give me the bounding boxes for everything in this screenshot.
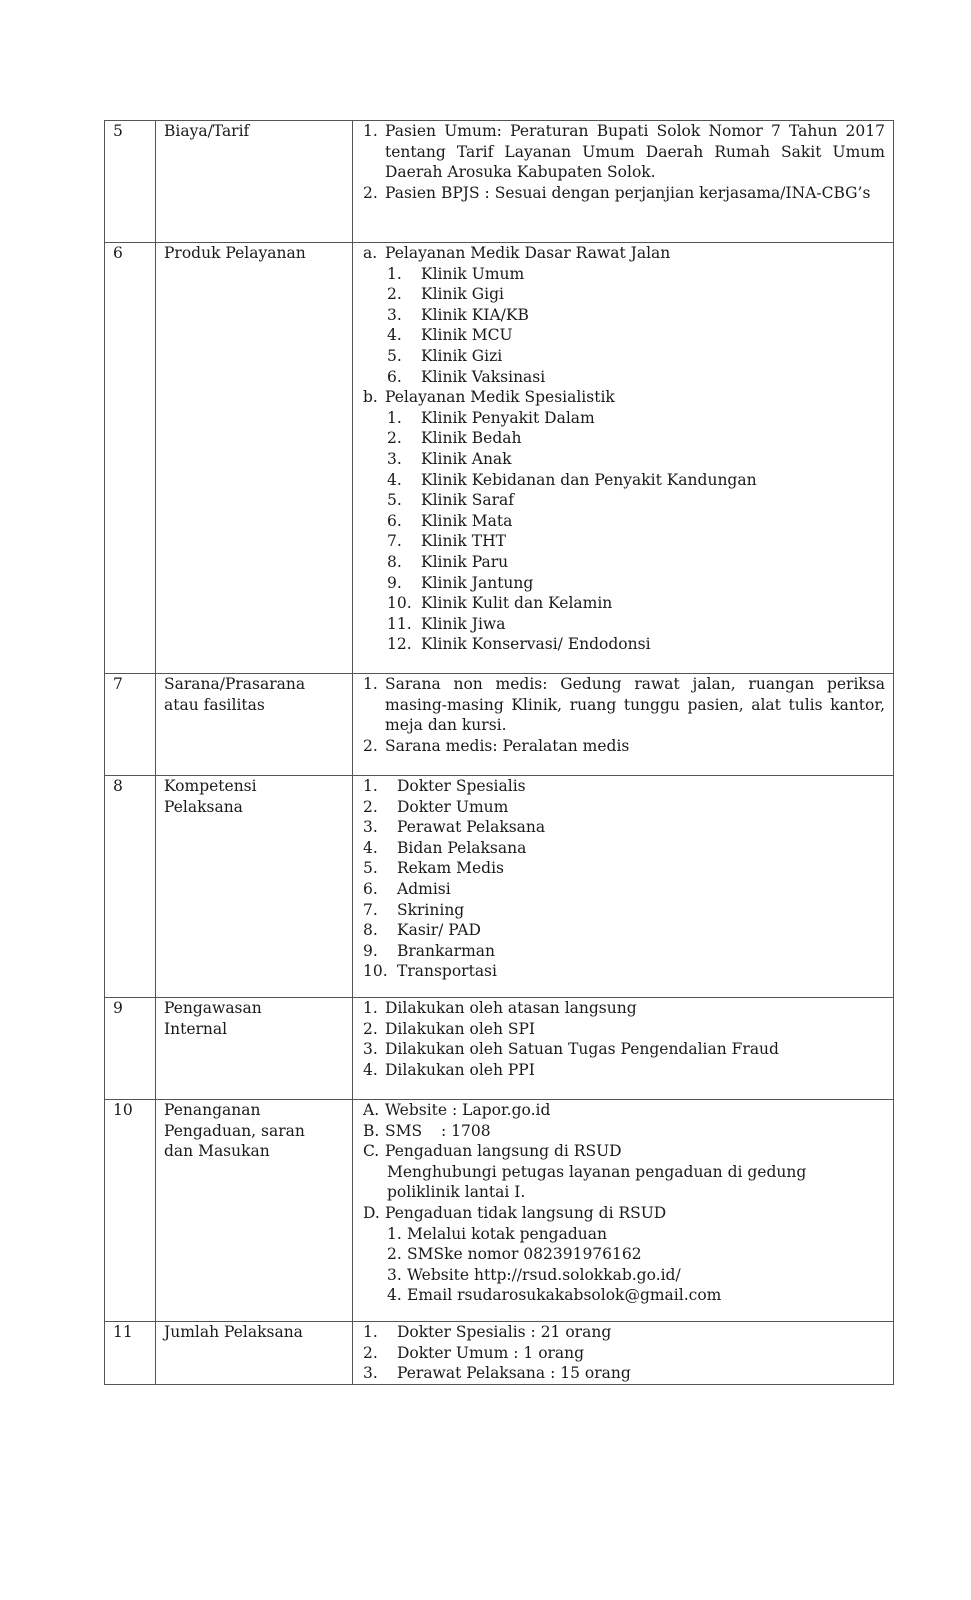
list-item: 4. Email rsudarosukakabsolok@gmail.com <box>387 1286 722 1305</box>
row-label: Produk Pelayanan <box>156 243 353 674</box>
list-item: 9. Klinik Jantung <box>387 573 534 592</box>
group-heading: a. Pelayanan Medik Dasar Rawat Jalan <box>363 244 671 262</box>
list-item: 2. Dokter Umum <box>363 797 509 816</box>
complaint-website: A. Website : Lapor.go.id <box>363 1101 551 1119</box>
table-row <box>105 998 894 1100</box>
list-item: 12. Klinik Konservasi/ Endodonsi <box>387 635 651 654</box>
list-item: 1. Dokter Spesialis : 21 orang <box>363 1323 612 1341</box>
list-item: 2. Dokter Umum : 1 orang <box>363 1343 585 1362</box>
table-row <box>105 776 894 998</box>
row-label: Jumlah Pelaksana <box>156 1322 353 1385</box>
row-content <box>353 674 894 776</box>
list-item: 6. Admisi <box>363 879 451 898</box>
complaint-direct: C. Pengaduan langsung di RSUD <box>363 1142 622 1161</box>
list-item: 2. Pasien BPJS : Sesuai dengan perjanjian kerjasama/INA-CBG’s <box>363 183 871 202</box>
row-label: Kompetensi Pelaksana <box>156 776 353 998</box>
row-number: 10 <box>105 1100 156 1322</box>
row-content <box>353 776 894 998</box>
list-item: 2. Klinik Bedah <box>387 429 522 448</box>
list-item: 9. Brankarman <box>363 941 495 960</box>
list-item: 11. Klinik Jiwa <box>387 614 506 633</box>
row-number: 8 <box>105 776 156 998</box>
list-item: 5. Klinik Gizi <box>387 346 503 365</box>
list-item: 3. Klinik Anak <box>387 449 512 468</box>
list-item: 7. Skrining <box>363 900 465 919</box>
list-item: 2. SMSke nomor 082391976162 <box>387 1245 642 1264</box>
row-number: 6 <box>105 243 156 674</box>
row-content <box>353 1322 894 1385</box>
row-number: 5 <box>105 121 156 243</box>
row-number: 7 <box>105 674 156 776</box>
row-content: A. Website : Lapor.go.id B. SMS : 1708 C. Pengaduan langsung di RSUD Menghubungi petugas layanan pengaduan di gedung poliklinik lantai I. D. Pengaduan tidak langsung di RSUD 1. Melalui kotak pengaduan 2. SMSke nomor 082391976162 3. Website http://rsud.solokkab.go.id/ 4. Email rsudarosukakabsolok@gmail.com <box>353 1100 894 1322</box>
list-item: 10. Transportasi <box>363 962 497 981</box>
list-item: 1. Melalui kotak pengaduan <box>387 1224 607 1243</box>
list-item: 4. Dilakukan oleh PPI <box>363 1060 535 1079</box>
table-row <box>105 243 894 674</box>
list-item: 8. Klinik Paru <box>387 552 509 571</box>
list-item: 1. Dokter Spesialis <box>363 777 526 795</box>
list-item: 2. Klinik Gigi <box>387 285 504 304</box>
list-item: 1. Sarana non medis: Gedung rawat jalan, ruangan periksa masing-masing Klinik, ruang tunggu pasien, alat tulis kantor, meja dan kursi. <box>363 675 885 735</box>
complaint-indirect: D. Pengaduan tidak langsung di RSUD <box>363 1203 667 1222</box>
list-item: 2. Dilakukan oleh SPI <box>363 1019 536 1038</box>
list-item: 4. Klinik Kebidanan dan Penyakit Kandungan <box>387 470 757 489</box>
list-item: 1. Pasien Umum: Peraturan Bupati Solok Nomor 7 Tahun 2017 tentang Tarif Layanan Umum Daerah Rumah Sakit Umum Daerah Arosuka Kabupaten Solok. <box>363 122 885 182</box>
row-content <box>353 998 894 1100</box>
list-item: 10. Klinik Kulit dan Kelamin <box>387 594 613 613</box>
list-item: 8. Kasir/ PAD <box>363 921 481 940</box>
service-standard-table <box>104 120 894 1385</box>
list-item: 3. Perawat Pelaksana : 15 orang <box>363 1364 631 1383</box>
row-number: 11 <box>105 1322 156 1385</box>
row-content <box>353 243 894 674</box>
list-item: 4. Bidan Pelaksana <box>363 838 527 857</box>
list-item: 3. Website http://rsud.solokkab.go.id/ <box>387 1265 681 1284</box>
list-item: 2. Sarana medis: Peralatan medis <box>363 736 630 755</box>
table-row <box>105 1322 894 1385</box>
list-item: 5. Klinik Saraf <box>387 491 514 510</box>
list-item: 1. Klinik Penyakit Dalam <box>387 408 595 427</box>
row-label: Penanganan Pengaduan, saran dan Masukan <box>156 1100 353 1322</box>
row-label: Sarana/Prasarana atau fasilitas <box>156 674 353 776</box>
row-content <box>353 121 894 243</box>
list-item: 3. Dilakukan oleh Satuan Tugas Pengendalian Fraud <box>363 1040 779 1059</box>
row-label: Biaya/Tarif <box>156 121 353 243</box>
row-number: 9 <box>105 998 156 1100</box>
list-item: 3. Klinik KIA/KB <box>387 305 529 324</box>
list-item: 3. Perawat Pelaksana <box>363 818 546 837</box>
group-heading: b. Pelayanan Medik Spesialistik <box>363 388 615 407</box>
list-item: 1. Klinik Umum <box>387 264 525 283</box>
complaint-sms: B. SMS : 1708 <box>363 1121 491 1140</box>
table-row <box>105 1100 894 1322</box>
list-item: 4. Klinik MCU <box>387 326 513 345</box>
list-item: 6. Klinik Vaksinasi <box>387 367 546 386</box>
table-row <box>105 121 894 243</box>
list-item: 1. Dilakukan oleh atasan langsung <box>363 999 637 1017</box>
list-item: 5. Rekam Medis <box>363 859 504 878</box>
list-item: 6. Klinik Mata <box>387 511 513 530</box>
row-label: Pengawasan Internal <box>156 998 353 1100</box>
table-row <box>105 674 894 776</box>
list-item: 7. Klinik THT <box>387 532 506 551</box>
